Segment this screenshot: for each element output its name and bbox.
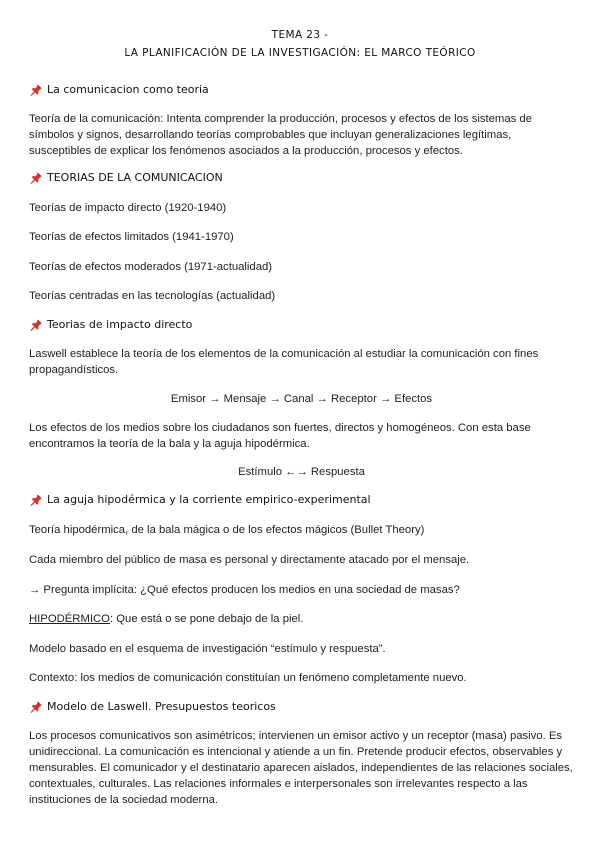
section-heading-text: La comunicacion como teoria — [47, 83, 209, 96]
title-line-2: LA PLANIFICACIÓN DE LA INVESTIGACIÓN: EL MARCO TEÓRICO — [124, 47, 476, 59]
paragraph: Teoría hipodérmica, de la bala mágica o de los efectos mágicos (Bullet Theory) — [29, 524, 425, 536]
pushpin-icon — [29, 493, 43, 507]
section-heading-text: La aguja hipodérmica y la corriente empirico-experimental — [47, 493, 371, 506]
formula-line: Estímulo ←→ Respuesta — [238, 466, 365, 478]
paragraph: Cada miembro del público de masa es personal y directamente atacado por el mensaje. — [29, 554, 470, 566]
list-item: Teorías de efectos limitados (1941-1970) — [29, 231, 234, 243]
title-block — [0, 26, 600, 62]
paragraph: Contexto: los medios de comunicación constituían un fenómeno completamente nuevo. — [29, 672, 467, 684]
section-heading — [29, 171, 223, 185]
section-heading-text: Modelo de Laswell. Presupuestos teoricos — [47, 700, 276, 713]
list-item: Teorías de impacto directo (1920-1940) — [29, 202, 227, 214]
section-heading — [29, 493, 371, 507]
title-line-1: TEMA 23 - — [271, 29, 329, 41]
paragraph: Los efectos de los medios sobre los ciudadanos son fuertes, directos y homogéneos. Con esta base encontramos la teoría de la bala y la aguja hipodérmica. — [29, 422, 531, 450]
definition-text: : Que está o se pone debajo de la piel. — [109, 613, 304, 625]
pushpin-icon — [29, 171, 43, 185]
formula-line: Emisor → Mensaje → Canal → Receptor → Efectos — [170, 393, 433, 405]
section-heading-text: TEORIAS DE LA COMUNICACION — [47, 171, 223, 184]
paragraph: Modelo basado en el esquema de investigación “estímulo y respuesta”. — [29, 643, 386, 655]
pushpin-icon — [29, 83, 43, 97]
definition-line — [29, 611, 574, 627]
list-item: Teorías centradas en las tecnologías (actualidad) — [29, 290, 276, 302]
paragraph: → Pregunta implícita: ¿Qué efectos producen los medios en una sociedad de masas? — [29, 584, 460, 596]
paragraph: Laswell establece la teoría de los elementos de la comunicación al estudiar la comunicación con fines propagandísticos. — [29, 348, 539, 376]
section-heading — [29, 318, 192, 332]
section-heading — [29, 83, 209, 97]
list-item: Teorías de efectos moderados (1971-actualidad) — [29, 261, 273, 273]
section-heading — [29, 700, 276, 714]
defined-term: HIPODÉRMICO — [29, 613, 110, 625]
paragraph: Los procesos comunicativos son asimétricos; intervienen un emisor activo y un receptor (masa) pasivo. Es unidireccional. La comunicación es intencional y atiende a un fin. Pretende producir efectos, observables y mensurables. El comunicador y el destinatario aparecen aislados, independientes de las relaciones sociales, contextuales, culturales. Las relaciones informales e interpersonales son irrelevantes respecto a las instituciones de la sociedad moderna. — [29, 730, 573, 806]
pushpin-icon — [29, 318, 43, 332]
pushpin-icon — [29, 700, 43, 714]
section-heading-text: Teorias de impacto directo — [47, 318, 193, 331]
paragraph: Teoría de la comunicación: Intenta comprender la producción, procesos y efectos de los sistemas de símbolos y signos, desarrollando teorías comprobables que incluyan generalizaciones legítimas, susceptibles de explicar los fenómenos asociados a la producción, procesos y efectos. — [29, 113, 532, 157]
